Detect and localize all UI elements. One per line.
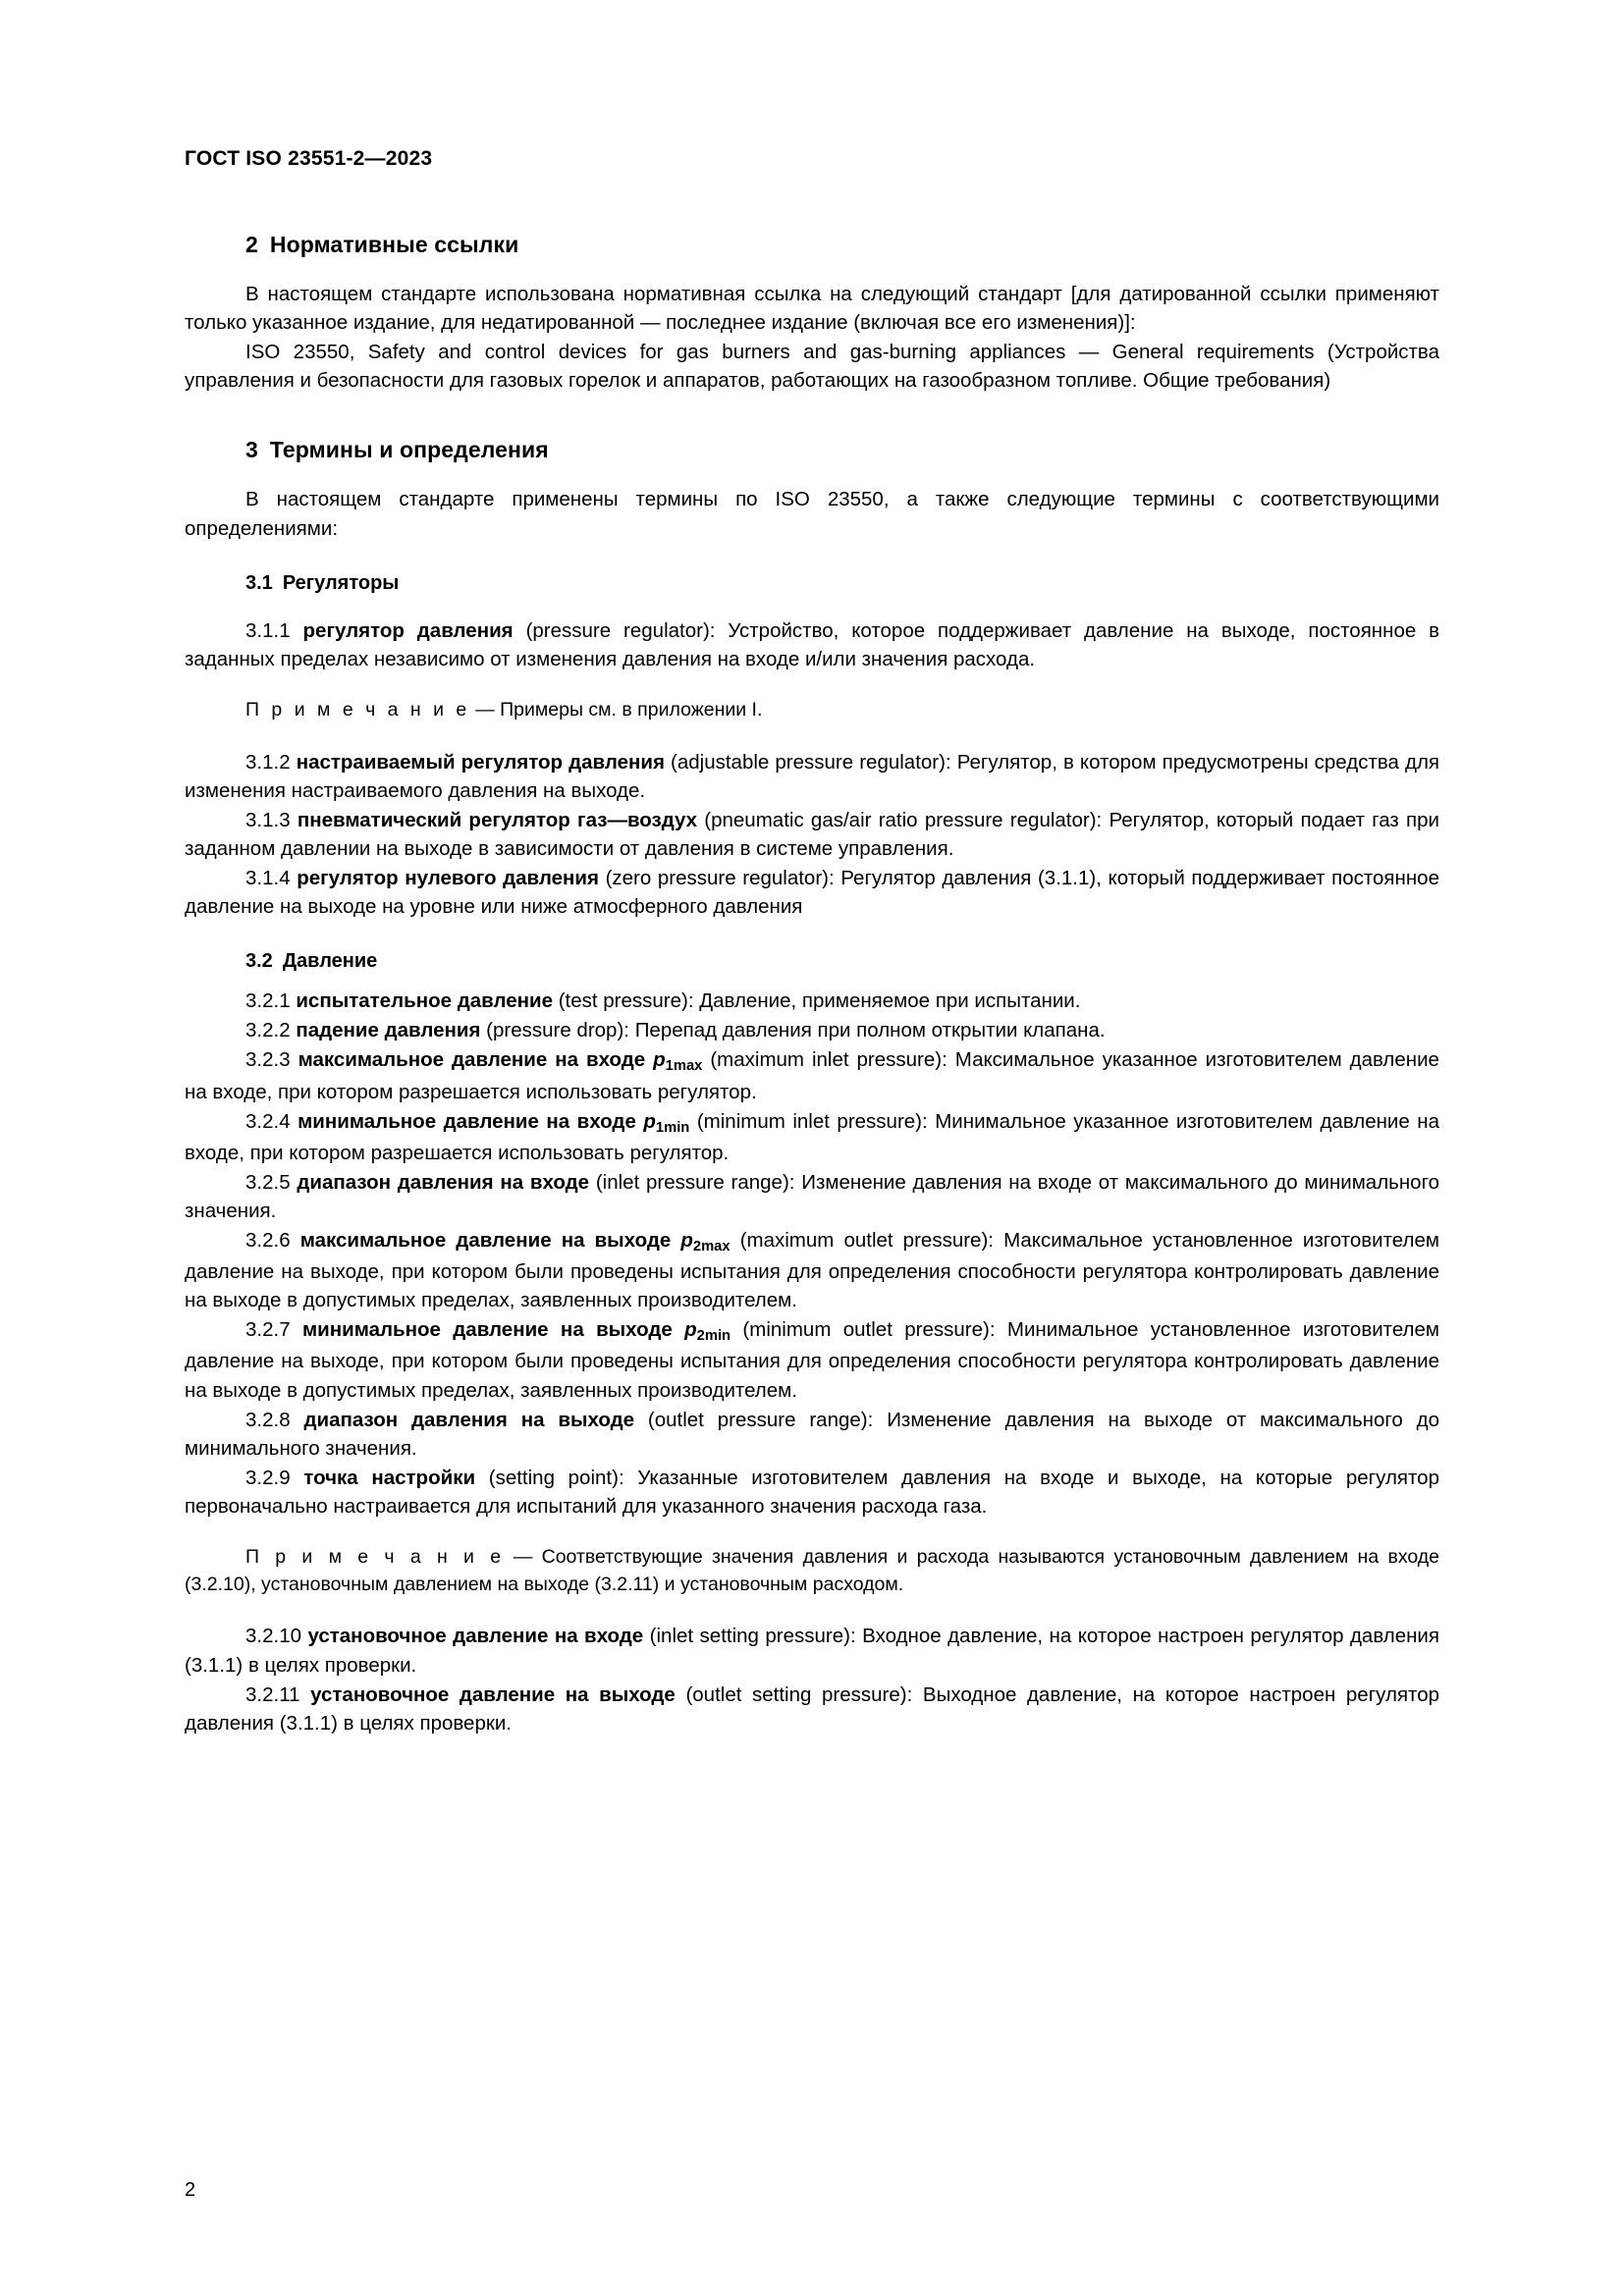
term-english: (outlet setting pressure): — [685, 1682, 913, 1706]
term-definition: Регулятор, в котором предусмотрены средства для изменения настраиваемого давления на выходе. — [185, 750, 1440, 802]
term-definition: Минимальное установленное изготовителем давление на выходе, при котором были проведены испытания для определения способности регулятора контролировать давление на выходе в допустимых пределах, заявленных производителем. — [185, 1318, 1439, 1402]
term-english: (pneumatic gas/air ratio pressure regulator): — [704, 808, 1103, 831]
term-english: (zero pressure regulator): — [605, 867, 835, 889]
term-symbol: p — [653, 1048, 666, 1072]
spacer — [185, 396, 1439, 437]
term-name: диапазон давления на выходе — [303, 1408, 635, 1431]
note-2 — [185, 1544, 1439, 1598]
heading-normative-references — [185, 232, 1439, 258]
term-english: (minimum inlet pressure): — [696, 1109, 928, 1133]
term-english: (pressure regulator): — [525, 618, 716, 642]
term-subscript: 2min — [696, 1328, 731, 1345]
term-entry — [185, 1406, 1439, 1463]
term-subscript: 1min — [655, 1119, 690, 1136]
term-symbol: p — [643, 1109, 656, 1133]
term-english: (adjustable pressure regulator): — [671, 750, 951, 774]
term-symbol: p — [684, 1318, 697, 1342]
term-english: (setting point): — [488, 1466, 624, 1489]
term-english: (maximum outlet pressure): — [739, 1229, 994, 1253]
term-definition: Выходное давление, на которое настроен регулятор давления (3.1.1) в целях проверки. — [185, 1682, 1440, 1735]
term-number: 3.2.2 — [245, 1019, 291, 1042]
term-number: 3.2.4 — [245, 1109, 291, 1133]
term-definition: Давление, применяемое при испытании. — [699, 989, 1081, 1013]
term-name: регулятор нулевого давления — [297, 867, 599, 889]
term-entry — [185, 1464, 1439, 1521]
term-number: 3.1.3 — [245, 808, 291, 831]
note-text: — Примеры см. в приложении I. — [475, 698, 763, 721]
term-entry — [185, 1622, 1439, 1679]
term-name: регулятор давления — [302, 618, 514, 642]
terms-paragraph-1: В настоящем стандарте применены термины по ISO 23550, а также следующие термины с соответствующими определениями: — [185, 488, 1439, 540]
note-label: П р и м е ч а н и е — [245, 698, 470, 721]
term-english: (inlet setting pressure): — [649, 1625, 856, 1648]
term-name: установочное давление на входе — [307, 1625, 644, 1648]
subheading-title: Регуляторы — [282, 571, 400, 594]
normative-paragraph-1: В настоящем стандарте использована нормативная ссылка на следующий стандарт [для датированной ссылки применяют только указанное издание, для недатированной — последнее издание (включая все его изменения)]: — [185, 283, 1439, 335]
note-label: П р и м е ч а н и е — [245, 1546, 505, 1569]
term-definition: Изменение давления на выходе от максимального до минимального значения. — [185, 1408, 1439, 1460]
term-name: точка настройки — [303, 1466, 476, 1489]
heading-title: Нормативные ссылки — [269, 232, 519, 257]
heading-regulators — [185, 572, 1439, 595]
heading-terms-definitions — [185, 437, 1439, 463]
term-name: минимальное давление на выходе — [301, 1318, 673, 1342]
term-definition: Устройство, которое поддерживает давление на выходе, постоянное в заданных пределах независимо от изменения давления на входе и/или значения расхода. — [185, 618, 1440, 670]
term-number: 3.1.2 — [245, 750, 291, 774]
term-definition: Изменение давления на входе от максимального до минимального значения. — [185, 1170, 1439, 1222]
normative-paragraph-2: ISO 23550, Safety and control devices for gas burners and gas-burning appliances — General requirements (Устройства управления и безопасности для газовых горелок и аппаратов, работающих на газообразном топливе. Общие требования) — [185, 341, 1439, 393]
term-name: максимальное давление на выходе — [299, 1229, 672, 1253]
term-subscript: 1max — [665, 1058, 703, 1075]
page-number: 2 — [185, 2179, 196, 2201]
term-definition: Указанные изготовителем давления на входе и выходе, на которые регулятор первоначально настраивается для испытаний для указанного значения расхода газа. — [185, 1466, 1439, 1518]
term-definition: Входное давление, на которое настроен регулятор давления (3.1.1) в целях проверки. — [185, 1625, 1439, 1677]
term-entry — [185, 864, 1439, 921]
subheading-title: Давление — [282, 950, 378, 973]
term-number: 3.2.7 — [245, 1318, 291, 1342]
term-definition: Регулятор давления (3.1.1), который поддерживает постоянное давление на выходе на уровне или ниже атмосферного давления — [185, 867, 1439, 919]
term-number: 3.2.3 — [245, 1048, 291, 1072]
term-number: 3.2.10 — [245, 1625, 301, 1648]
term-number: 3.2.6 — [245, 1229, 291, 1253]
term-entry — [185, 1226, 1439, 1314]
heading-pressure — [185, 950, 1439, 973]
term-entry — [185, 806, 1439, 863]
term-name: настраиваемый регулятор давления — [296, 750, 665, 774]
heading-number: 3 — [245, 437, 258, 463]
term-name: падение давления — [296, 1019, 481, 1042]
term-symbol: p — [680, 1229, 693, 1253]
term-entry — [185, 1681, 1439, 1737]
note-text: — Соответствующие значения давления и расхода называются установочным давлением на входе (3.2.10), установочным давлением на выходе (3.2.11) и установочным расходом. — [185, 1546, 1439, 1595]
term-name: установочное давление на выходе — [310, 1682, 676, 1706]
term-entry — [185, 1315, 1439, 1404]
term-english: (outlet pressure range): — [647, 1408, 874, 1431]
note-1 — [185, 697, 1439, 724]
subheading-number: 3.1 — [245, 571, 273, 594]
term-number: 3.2.11 — [245, 1682, 300, 1706]
term-definition: Минимальное указанное изготовителем давление на входе, при котором разрешается использовать регулятор. — [185, 1109, 1440, 1164]
term-name: минимальное давление на входе — [298, 1109, 636, 1133]
term-english: (minimum outlet pressure): — [742, 1318, 996, 1342]
term-entry — [185, 1045, 1439, 1105]
term-definition: Перепад давления при полном открытии клапана. — [634, 1019, 1106, 1042]
term-english: (inlet pressure range): — [595, 1170, 795, 1194]
term-english: (test pressure): — [558, 989, 694, 1013]
term-definition: Регулятор, который подает газ при заданном давлении на выходе в зависимости от давления в системе управления. — [185, 808, 1439, 860]
term-name: диапазон давления на входе — [297, 1170, 590, 1194]
term-definition: Максимальное установленное изготовителем давление на выходе, при котором были проведены испытания для определения способности регулятора контролировать давление на выходе в допустимых пределах, заявленных производителем. — [185, 1229, 1439, 1312]
term-number: 3.1.4 — [245, 867, 291, 889]
term-number: 3.1.1 — [245, 618, 291, 642]
heading-number: 2 — [245, 232, 258, 257]
term-entry — [185, 1016, 1439, 1044]
term-number: 3.2.9 — [245, 1466, 291, 1489]
term-subscript: 2max — [692, 1239, 731, 1255]
term-name: испытательное давление — [296, 989, 553, 1013]
term-definition: Максимальное указанное изготовителем давление на входе, при котором разрешается использовать регулятор. — [185, 1048, 1439, 1103]
term-english: (pressure drop): — [486, 1019, 629, 1042]
term-name: пневматический регулятор газ—воздух — [297, 808, 698, 831]
term-number: 3.2.5 — [245, 1170, 291, 1194]
term-entry — [185, 748, 1439, 805]
term-entry — [185, 987, 1439, 1015]
term-english: (maximum inlet pressure): — [710, 1048, 947, 1072]
term-number: 3.2.1 — [245, 989, 291, 1013]
term-entry — [185, 1168, 1439, 1225]
term-name: максимальное давление на входе — [298, 1048, 646, 1072]
page-header: ГОСТ ISO 23551-2—2023 — [185, 147, 433, 170]
heading-title: Термины и определения — [269, 437, 549, 463]
subheading-number: 3.2 — [245, 950, 273, 973]
term-entry — [185, 616, 1439, 673]
term-entry — [185, 1107, 1439, 1167]
term-number: 3.2.8 — [245, 1408, 291, 1431]
